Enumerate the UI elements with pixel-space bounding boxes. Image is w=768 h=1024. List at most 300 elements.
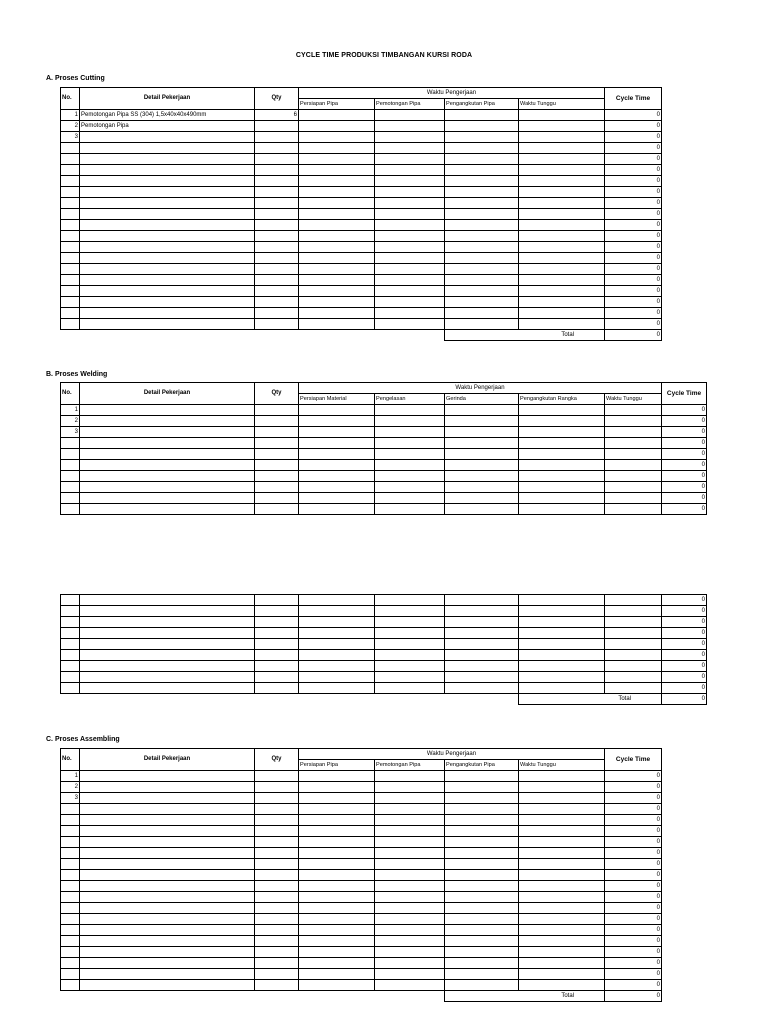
cell-time — [519, 848, 605, 859]
cell-time — [375, 815, 445, 826]
cell-qty — [255, 460, 299, 471]
cell-time — [445, 482, 519, 493]
cell-detail — [80, 804, 255, 815]
cell-time — [299, 209, 375, 220]
cell-no — [61, 209, 80, 220]
cell-time — [375, 275, 445, 286]
cell-qty — [255, 165, 299, 176]
cell-no: 3 — [61, 427, 80, 438]
cell-cycle-time: 0 — [605, 176, 662, 187]
cell-detail — [80, 639, 255, 650]
cell-time — [375, 771, 445, 782]
cell-qty — [255, 837, 299, 848]
cell-time — [519, 493, 605, 504]
cell-no — [61, 980, 80, 991]
cell-time — [519, 427, 605, 438]
cell-detail — [80, 595, 255, 606]
cell-qty — [255, 242, 299, 253]
cell-detail — [80, 242, 255, 253]
cell-qty — [255, 231, 299, 242]
cell-time — [375, 969, 445, 980]
cell-time — [375, 121, 445, 132]
cell-qty — [255, 176, 299, 187]
cell-time — [445, 286, 519, 297]
table-row — [61, 628, 707, 639]
cell-time — [519, 319, 605, 330]
cell-time — [299, 925, 375, 936]
cell-no — [61, 969, 80, 980]
cell-time — [375, 132, 445, 143]
cell-cycle-time: 0 — [605, 947, 662, 958]
cell-no: 1 — [61, 110, 80, 121]
cell-time — [519, 606, 605, 617]
cell-cycle-time: 0 — [605, 132, 662, 143]
cell-qty — [255, 870, 299, 881]
cell-time — [375, 286, 445, 297]
cell-qty — [255, 275, 299, 286]
cell-qty — [255, 683, 299, 694]
cell-detail — [80, 617, 255, 628]
subheader: Pemotongan Pipa — [375, 99, 445, 110]
cell-no — [61, 837, 80, 848]
cell-qty — [255, 826, 299, 837]
cell-time — [375, 110, 445, 121]
cell-time — [299, 220, 375, 231]
total-value: 0 — [662, 694, 707, 705]
table-row — [61, 504, 707, 515]
cell-time — [375, 837, 445, 848]
cell-detail — [80, 165, 255, 176]
cell-qty — [255, 859, 299, 870]
cell-qty — [255, 427, 299, 438]
cell-time — [519, 826, 605, 837]
cell-time — [375, 231, 445, 242]
cell-time — [375, 826, 445, 837]
cell-time — [519, 661, 605, 672]
cell-cycle-time: 0 — [605, 110, 662, 121]
cell-time — [375, 804, 445, 815]
table-row — [61, 253, 662, 264]
cell-time — [445, 231, 519, 242]
cell-time — [375, 427, 445, 438]
cell-time — [605, 628, 662, 639]
cell-time — [519, 220, 605, 231]
cell-no — [61, 319, 80, 330]
cell-cycle-time: 0 — [605, 220, 662, 231]
cell-no — [61, 925, 80, 936]
cell-detail — [80, 449, 255, 460]
cell-time — [445, 154, 519, 165]
cell-qty — [255, 438, 299, 449]
cell-detail — [80, 672, 255, 683]
cell-cycle-time: 0 — [605, 121, 662, 132]
cell-time — [445, 297, 519, 308]
cell-detail — [80, 209, 255, 220]
cell-no — [61, 504, 80, 515]
cell-qty — [255, 903, 299, 914]
cell-time — [445, 187, 519, 198]
table-row — [61, 903, 662, 914]
cell-cycle-time: 0 — [662, 661, 707, 672]
cell-detail — [80, 859, 255, 870]
cell-detail — [80, 438, 255, 449]
total-label: Total — [445, 991, 605, 1002]
cell-time — [299, 804, 375, 815]
cell-cycle-time: 0 — [662, 628, 707, 639]
cell-no — [61, 308, 80, 319]
table-row — [61, 110, 662, 121]
cell-cycle-time: 0 — [605, 859, 662, 870]
cell-no — [61, 661, 80, 672]
cell-time — [605, 493, 662, 504]
cell-time — [375, 628, 445, 639]
cell-time — [605, 416, 662, 427]
cell-cycle-time: 0 — [605, 308, 662, 319]
cell-detail — [80, 892, 255, 903]
cell-time — [445, 242, 519, 253]
cell-time — [299, 471, 375, 482]
header-cycle-time: Cycle Time — [662, 383, 707, 405]
cell-no — [61, 198, 80, 209]
cell-time — [519, 617, 605, 628]
cell-time — [299, 253, 375, 264]
cell-time — [299, 264, 375, 275]
cell-time — [519, 947, 605, 958]
cell-cycle-time: 0 — [605, 980, 662, 991]
table-row — [61, 460, 707, 471]
cell-time — [375, 438, 445, 449]
cell-time — [445, 980, 519, 991]
cell-detail — [80, 606, 255, 617]
table-row — [61, 815, 662, 826]
subheader: Waktu Tunggu — [605, 394, 662, 405]
cell-time — [445, 220, 519, 231]
cell-time — [299, 482, 375, 493]
cell-no — [61, 176, 80, 187]
cell-detail — [80, 504, 255, 515]
cell-time — [519, 405, 605, 416]
header-waktu: Waktu Pengerjaan — [299, 749, 605, 760]
cell-detail — [80, 848, 255, 859]
table-row — [61, 848, 662, 859]
cell-no — [61, 482, 80, 493]
table-row — [61, 969, 662, 980]
cell-cycle-time: 0 — [605, 198, 662, 209]
cell-no — [61, 826, 80, 837]
cell-qty — [255, 804, 299, 815]
cell-no — [61, 253, 80, 264]
cell-time — [299, 606, 375, 617]
cell-time — [375, 297, 445, 308]
cell-cycle-time: 0 — [662, 438, 707, 449]
cell-no — [61, 914, 80, 925]
table-row — [61, 154, 662, 165]
cell-no — [61, 947, 80, 958]
cell-time — [445, 416, 519, 427]
cell-cycle-time: 0 — [662, 449, 707, 460]
cell-time — [299, 782, 375, 793]
cell-no — [61, 264, 80, 275]
table-row — [61, 308, 662, 319]
cell-time — [445, 969, 519, 980]
cell-qty — [255, 980, 299, 991]
cell-time — [445, 264, 519, 275]
cell-time — [299, 771, 375, 782]
cell-no: 1 — [61, 771, 80, 782]
cell-time — [299, 903, 375, 914]
cell-time — [519, 242, 605, 253]
cell-time — [519, 903, 605, 914]
header-no: No. — [61, 88, 80, 110]
cell-time — [519, 859, 605, 870]
cell-time — [299, 683, 375, 694]
table-row — [61, 198, 662, 209]
cell-time — [299, 242, 375, 253]
cell-qty — [255, 848, 299, 859]
cell-time — [605, 639, 662, 650]
cell-detail — [80, 870, 255, 881]
table-row — [61, 121, 662, 132]
cell-cycle-time: 0 — [662, 471, 707, 482]
cell-time — [519, 198, 605, 209]
cell-time — [519, 308, 605, 319]
cell-cycle-time: 0 — [605, 253, 662, 264]
cell-no — [61, 870, 80, 881]
cell-no: 1 — [61, 405, 80, 416]
cell-time — [519, 639, 605, 650]
cell-time — [299, 947, 375, 958]
cell-time — [299, 793, 375, 804]
header-detail: Detail Pekerjaan — [80, 88, 255, 110]
cell-cycle-time: 0 — [605, 936, 662, 947]
cell-detail — [80, 837, 255, 848]
cell-detail — [80, 231, 255, 242]
cell-time — [445, 672, 519, 683]
cell-qty — [255, 881, 299, 892]
cell-time — [375, 176, 445, 187]
cell-time — [519, 416, 605, 427]
table-row — [61, 242, 662, 253]
cell-time — [519, 595, 605, 606]
cell-cycle-time: 0 — [662, 482, 707, 493]
cell-time — [445, 460, 519, 471]
cell-qty — [255, 449, 299, 460]
cell-detail: Pemotongan Pipa — [80, 121, 255, 132]
cell-cycle-time: 0 — [605, 914, 662, 925]
cell-time — [375, 617, 445, 628]
cell-time — [605, 672, 662, 683]
subheader: Persiapan Material — [299, 394, 375, 405]
table-row — [61, 639, 707, 650]
cell-cycle-time: 0 — [605, 297, 662, 308]
cell-no — [61, 154, 80, 165]
cell-cycle-time: 0 — [605, 165, 662, 176]
cell-detail — [80, 427, 255, 438]
table-row — [61, 804, 662, 815]
cell-time — [375, 848, 445, 859]
cell-time — [375, 859, 445, 870]
cell-qty — [255, 969, 299, 980]
cell-detail — [80, 980, 255, 991]
table-row — [61, 771, 662, 782]
cell-no — [61, 165, 80, 176]
cell-time — [445, 121, 519, 132]
table-row — [61, 936, 662, 947]
cell-qty — [255, 264, 299, 275]
table-row — [61, 958, 662, 969]
cell-time — [445, 848, 519, 859]
cell-time — [299, 460, 375, 471]
cell-time — [375, 881, 445, 892]
cell-cycle-time: 0 — [605, 969, 662, 980]
table-row — [61, 595, 707, 606]
cell-time — [605, 650, 662, 661]
cutting-table — [60, 87, 662, 341]
cell-detail — [80, 881, 255, 892]
cell-time — [519, 143, 605, 154]
cell-time — [445, 165, 519, 176]
cell-time — [375, 683, 445, 694]
cell-time — [375, 253, 445, 264]
cell-time — [605, 449, 662, 460]
cell-detail — [80, 628, 255, 639]
cell-detail — [80, 143, 255, 154]
cell-detail — [80, 826, 255, 837]
subheader: Waktu Tunggu — [519, 760, 605, 771]
cell-no — [61, 275, 80, 286]
total-label: Total — [445, 330, 605, 341]
cell-no — [61, 628, 80, 639]
cell-detail — [80, 275, 255, 286]
cell-time — [299, 936, 375, 947]
cell-detail: Pemotongan Pipa SS (304) 1,5x40x40x490mm — [80, 110, 255, 121]
cell-cycle-time: 0 — [662, 504, 707, 515]
cell-no — [61, 471, 80, 482]
cell-qty — [255, 771, 299, 782]
table-row — [61, 438, 707, 449]
table-row — [61, 231, 662, 242]
cell-no: 3 — [61, 132, 80, 143]
cell-qty — [255, 892, 299, 903]
cell-qty — [255, 628, 299, 639]
cell-time — [375, 639, 445, 650]
header-no: No. — [61, 749, 80, 771]
cell-time — [299, 165, 375, 176]
cell-time — [375, 209, 445, 220]
subheader: Gerinda — [445, 394, 519, 405]
cell-time — [375, 925, 445, 936]
cell-time — [299, 493, 375, 504]
cell-time — [299, 650, 375, 661]
cell-time — [445, 914, 519, 925]
cell-detail — [80, 793, 255, 804]
cell-time — [519, 482, 605, 493]
table-row — [61, 449, 707, 460]
cell-time — [445, 471, 519, 482]
cell-no — [61, 650, 80, 661]
cell-time — [519, 870, 605, 881]
cell-detail — [80, 936, 255, 947]
cell-time — [519, 121, 605, 132]
cell-time — [299, 504, 375, 515]
cell-cycle-time: 0 — [605, 782, 662, 793]
header-qty: Qty — [255, 88, 299, 110]
cell-no — [61, 881, 80, 892]
cell-cycle-time: 0 — [605, 154, 662, 165]
cell-detail — [80, 220, 255, 231]
cell-time — [519, 782, 605, 793]
subheader: Pengangkutan Rangka — [519, 394, 605, 405]
cell-time — [445, 683, 519, 694]
cell-cycle-time: 0 — [605, 870, 662, 881]
cell-time — [519, 914, 605, 925]
cell-qty — [255, 782, 299, 793]
cell-time — [445, 176, 519, 187]
cell-detail — [80, 925, 255, 936]
cell-cycle-time: 0 — [605, 837, 662, 848]
cell-cycle-time: 0 — [605, 187, 662, 198]
cell-time — [519, 209, 605, 220]
cell-detail — [80, 815, 255, 826]
table-row — [61, 892, 662, 903]
table-row — [61, 132, 662, 143]
cell-qty — [255, 925, 299, 936]
cell-time — [375, 449, 445, 460]
cell-time — [375, 154, 445, 165]
subheader: Persiapan Pipa — [299, 99, 375, 110]
cell-no — [61, 449, 80, 460]
cell-time — [519, 771, 605, 782]
cell-qty — [255, 187, 299, 198]
cell-qty — [255, 617, 299, 628]
table-row — [61, 275, 662, 286]
assembling-table — [60, 748, 662, 1002]
cell-time — [605, 427, 662, 438]
cell-time — [299, 815, 375, 826]
cell-no — [61, 936, 80, 947]
cell-qty — [255, 650, 299, 661]
cell-cycle-time: 0 — [605, 925, 662, 936]
header-cycle-time: Cycle Time — [605, 749, 662, 771]
cell-detail — [80, 132, 255, 143]
cell-time — [375, 198, 445, 209]
cell-qty — [255, 416, 299, 427]
cell-time — [445, 837, 519, 848]
cell-time — [299, 881, 375, 892]
table-row — [61, 606, 707, 617]
table-row — [61, 471, 707, 482]
cell-no — [61, 958, 80, 969]
cell-detail — [80, 264, 255, 275]
cell-detail — [80, 286, 255, 297]
cell-time — [519, 504, 605, 515]
cell-time — [375, 220, 445, 231]
cell-time — [519, 958, 605, 969]
cell-cycle-time: 0 — [662, 617, 707, 628]
cell-time — [445, 628, 519, 639]
cell-time — [445, 427, 519, 438]
cell-time — [605, 482, 662, 493]
cell-cycle-time: 0 — [662, 639, 707, 650]
cell-time — [299, 661, 375, 672]
table-row — [61, 925, 662, 936]
cell-time — [445, 947, 519, 958]
cell-no — [61, 297, 80, 308]
cell-time — [375, 405, 445, 416]
cell-time — [445, 617, 519, 628]
cell-detail — [80, 253, 255, 264]
cell-detail — [80, 493, 255, 504]
